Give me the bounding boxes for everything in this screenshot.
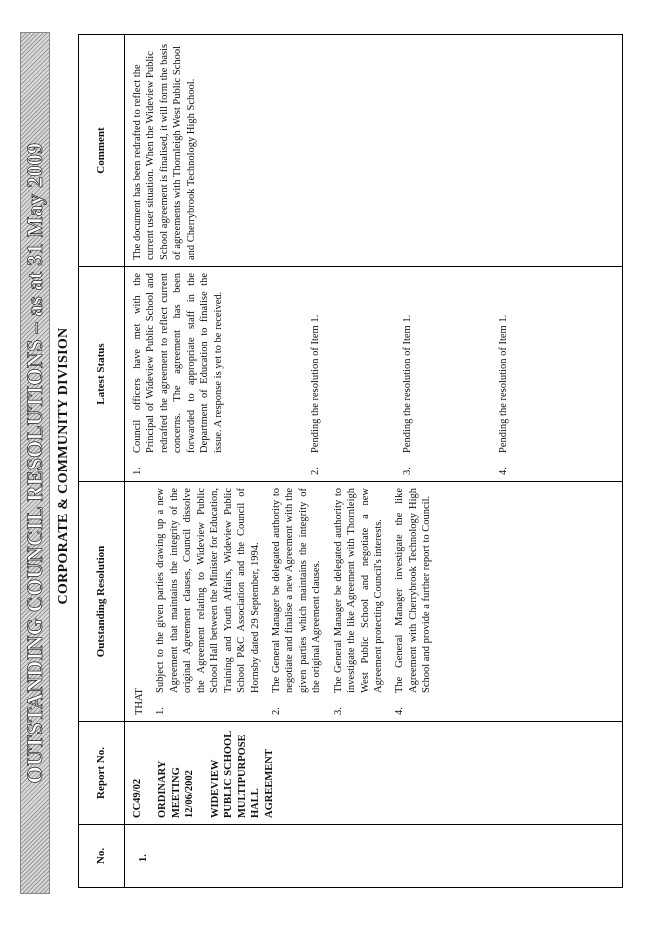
- column-header-report-no: Report No.: [79, 722, 125, 825]
- report-number: CC49/02: [132, 778, 143, 818]
- column-header-latest-status: Latest Status: [79, 267, 125, 482]
- status-item: [309, 273, 401, 475]
- resolution-item-text: The General Manager investigate the like Agreement with Cherrybrook Technology High School and provide a further report to Council.: [394, 488, 433, 693]
- resolution-item: [270, 488, 324, 715]
- status-item: [401, 273, 497, 475]
- page-title: OUTSTANDING COUNCIL RESOLUTIONS – as at 31 May 2009: [22, 142, 47, 784]
- table-header-row: [79, 35, 125, 888]
- status-item-number: 2.: [310, 467, 321, 475]
- meeting-type-line-2: MEETING: [170, 767, 182, 818]
- latest-status-cell: [125, 267, 623, 482]
- subject-line-3: MULTIPURPOSE: [236, 734, 248, 818]
- division-subtitle: CORPORATE & COMMUNITY DIVISION: [56, 327, 71, 605]
- status-item-text: Pending the resolution of Item 1.: [498, 314, 509, 453]
- outstanding-resolution-cell: [125, 482, 623, 722]
- resolutions-table: [78, 34, 623, 888]
- column-header-no: No.: [79, 825, 125, 888]
- resolutions-table-wrapper: [78, 35, 623, 888]
- resolution-item: [154, 488, 262, 715]
- subject-line-2: PUBLIC SCHOOL: [223, 730, 235, 818]
- resolution-item-text: The General Manager be delegated authority to investigate the like Agreement with Thornleigh West Public School and negotiate a new Agreement protecting Council's interests.: [332, 488, 384, 693]
- status-item: [497, 273, 510, 475]
- subject-line-1: WIDEVIEW: [209, 759, 221, 818]
- resolution-item-number: 1.: [155, 707, 167, 715]
- status-item-number: 1.: [132, 467, 143, 475]
- resolution-intro: THAT: [134, 688, 145, 715]
- resolution-item: [332, 488, 386, 715]
- column-header-outstanding-resolution: Outstanding Resolution: [79, 482, 125, 722]
- resolution-item-text: The General Manager be delegated authority to negotiate and finalise a new Agreement with the given parties which maintains the integrity of the original Agreement clauses.: [270, 488, 323, 693]
- title-banner: [20, 32, 50, 894]
- status-item: [131, 273, 309, 475]
- comment-text: The document has been redrafted to reflect the current user situation. When the Wideview Public School agreement is finalised, it will form the basis of agreements with Thornleigh West Public School and Cherrybrook Technology High School.: [132, 43, 197, 260]
- report-no-cell: [125, 722, 623, 825]
- table-row: [125, 35, 623, 888]
- meeting-date: 12/06/2002: [184, 770, 196, 818]
- resolution-item: [393, 488, 433, 715]
- comment-cell: [125, 35, 623, 267]
- resolution-item-number: 2.: [270, 707, 282, 715]
- subject-line-5: AGREEMENT: [263, 749, 275, 818]
- row-number: [125, 825, 623, 888]
- status-item-number: 4.: [498, 467, 509, 475]
- meeting-type-line-1: ORDINARY: [157, 760, 169, 818]
- resolution-item-number: 4.: [394, 707, 406, 715]
- row-number-text: 1.: [138, 854, 149, 862]
- subject-line-4: HALL: [250, 788, 262, 818]
- resolution-item-text: Subject to the given parties drawing up a new Agreement that maintains the integrity of the original Agreement clauses, Council dissolve the Agreement relating to Wideview Public School Hall between the Minister for Education, Training and Youth Affairs, Wideview Public School P&C Association and the Council of Hornsby dated 29 September, 1994.: [155, 488, 261, 693]
- status-item-text: Pending the resolution of Item 1.: [310, 314, 321, 453]
- status-item-text: Pending the resolution of Item 1.: [402, 314, 413, 453]
- column-header-comment: Comment: [79, 35, 125, 267]
- status-item-text: Council officers have met with the Principal of Wideview Public School and redrafted the agreement to reflect current concerns. The agreement has been forwarded to appropriate staff in the Department of Education to finalise the issue. A response is yet to be received.: [132, 273, 224, 453]
- resolution-item-number: 3.: [332, 707, 344, 715]
- status-item-number: 3.: [402, 467, 413, 475]
